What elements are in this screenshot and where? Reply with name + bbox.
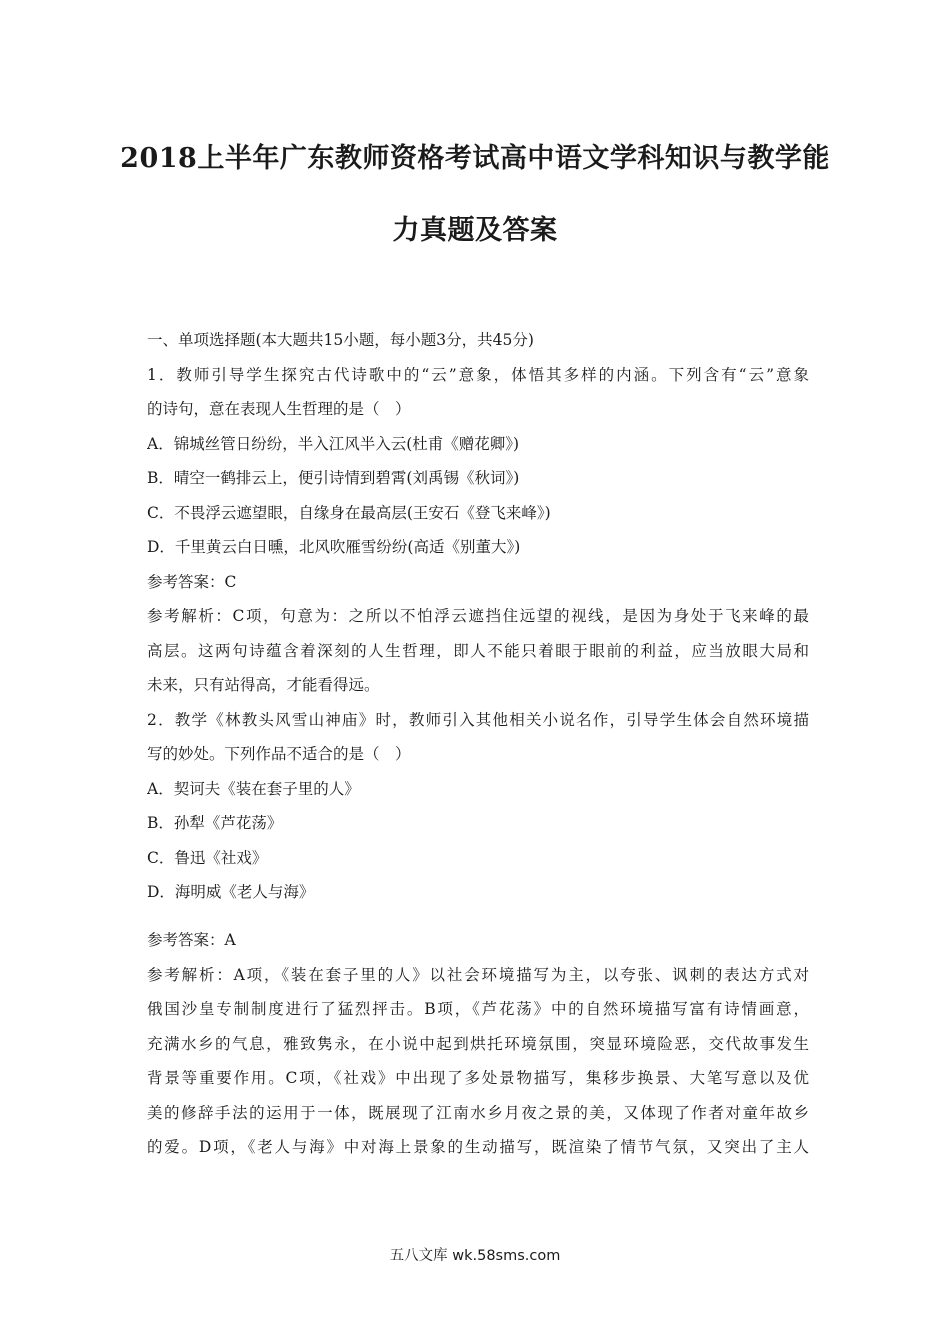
question-1-option-b: B．晴空一鹤排云上，便引诗情到碧霄(刘禹锡《秋词》) [147, 469, 520, 487]
question-2-analysis-line-2: 俄国沙皇专制制度进行了猛烈抨击。B项，《芦花荡》中的自然环境描写富有诗情画意， [147, 1000, 809, 1018]
question-2-option-a: A．契诃夫《装在套子里的人》 [147, 779, 360, 798]
document-title-line-1: 2018上半年广东教师资格考试高中语文学科知识与教学能 [120, 143, 830, 174]
question-2-analysis-line-4: 背景等重要作用。C项，《社戏》中出现了多处景物描写，集移步换景、大笔写意以及优 [147, 1069, 809, 1087]
page-footer-watermark: 五八文库 wk.58sms.com [389, 1248, 561, 1264]
question-2-option-c: C．鲁迅《社戏》 [147, 848, 268, 867]
question-2-stem-line-2: 写的妙处。下列作品不适合的是（ ） [147, 745, 411, 763]
question-2-option-d: D．海明威《老人与海》 [147, 883, 315, 901]
question-1-stem-line-1: 1．教师引导学生探究古代诗歌中的“云”意象，体悟其多样的内涵。下列含有“云”意象 [147, 365, 809, 384]
question-2-stem-line-1: 2．教学《林教头风雪山神庙》时，教师引入其他相关小说名作，引导学生体会自然环境描 [147, 710, 809, 729]
question-1-analysis-line-1: 参考解析：C项，句意为：之所以不怕浮云遮挡住远望的视线，是因为身处于飞来峰的最 [147, 607, 809, 625]
question-1-option-a: A．锦城丝管日纷纷，半入江风半入云(杜甫《赠花卿》) [147, 434, 520, 453]
question-2-analysis-line-3: 充满水乡的气息，雅致隽永，在小说中起到烘托环境氛围，突显环境险恶，交代故事发生 [147, 1034, 809, 1053]
question-2-answer: 参考答案：A [147, 931, 236, 949]
question-1-answer: 参考答案：C [147, 572, 237, 591]
question-2-analysis-line-1: 参考解析：A项，《装在套子里的人》以社会环境描写为主，以夸张、讽刺的表达方式对 [147, 965, 809, 984]
question-1-analysis-line-3: 未来，只有站得高，才能看得远。 [147, 676, 380, 694]
question-2-option-b: B．孙犁《芦花荡》 [147, 814, 283, 832]
section-heading: 一、单项选择题(本大题共15小题，每小题3分，共45分) [147, 331, 534, 349]
document-title-line-2: 力真题及答案 [392, 215, 558, 246]
question-1-analysis-line-2: 高层。这两句诗蕴含着深刻的人生哲理，即人不能只着眼于眼前的利益，应当放眼大局和 [147, 641, 809, 660]
question-2-analysis-line-6: 的爱。D项，《老人与海》中对海上景象的生动描写，既渲染了情节气氛，又突出了主人 [147, 1138, 809, 1156]
question-1-option-c: C．不畏浮云遮望眼，自缘身在最高层(王安石《登飞来峰》) [147, 503, 551, 522]
question-1-stem-line-2: 的诗句，意在表现人生哲理的是（ ） [147, 400, 411, 418]
document-body [147, 323, 809, 1165]
question-1-option-d: D．千里黄云白日曛，北风吹雁雪纷纷(高适《别董大》) [147, 538, 521, 556]
question-2-analysis-line-5: 美的修辞手法的运用于一体，既展现了江南水乡月夜之景的美，又体现了作者对童年故乡 [147, 1103, 809, 1122]
